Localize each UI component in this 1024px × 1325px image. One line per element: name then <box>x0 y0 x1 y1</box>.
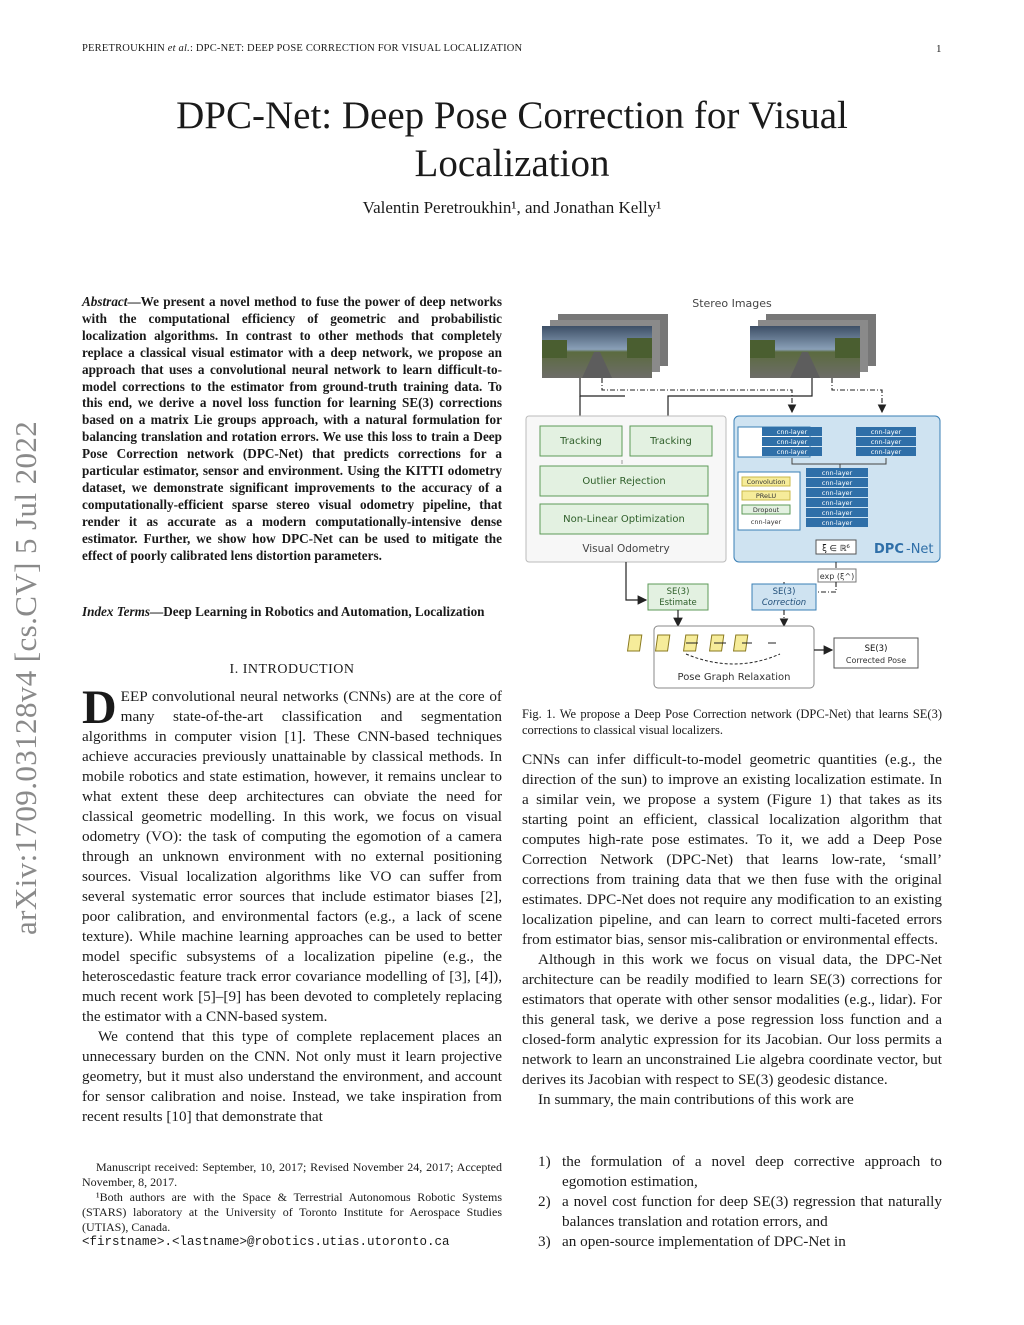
contributions-list <box>522 1152 942 1252</box>
stereo-images-label: Stereo Images <box>692 297 772 310</box>
se3-correction-top: SE(3) <box>772 587 796 597</box>
cnn-stack-left <box>738 427 822 457</box>
list-item: 1) the formulation of a novel deep corrective approach to egomotion estimation, <box>538 1153 942 1190</box>
cnn-stack-right <box>856 427 916 456</box>
right-paragraph-2: Although in this work we focus on visual data, the DPC-Net architecture can be readily modified to learn SE(3) corrections for estimators that operate with other sensor modalities (e.g., lidar). For this general task, we derive a pose regression loss function and a closed-form analytic expression for its Jacobian. Our loss permits a network to learn an unconstrained Lie algebra coordinate vector, but derives its Jacobian with respect to SE(3) geodesic distance. <box>522 951 942 1088</box>
nonlinear-opt-label: Non-Linear Optimization <box>563 514 685 525</box>
legend-prelu: PReLU <box>755 492 777 500</box>
footnote-received: Manuscript received: September, 10, 2017; Revised November 24, 2017; Accepted November, 8, 2017. <box>82 1160 502 1189</box>
layer-legend <box>738 472 800 530</box>
running-head: PERETROUKHIN et al.: DPC-NET: DEEP POSE CORRECTION FOR VISUAL LOCALIZATION <box>82 43 523 54</box>
index-terms-label: Index Terms <box>82 604 151 619</box>
footnote-email: <firstname>.<lastname>@robotics.utias.utoronto.ca <box>82 1235 450 1249</box>
index-terms <box>82 604 502 621</box>
se3-corrected-top: SE(3) <box>864 644 888 654</box>
se3-estimate-top: SE(3) <box>666 587 690 597</box>
pose-graph-label: Pose Graph Relaxation <box>677 672 791 683</box>
legend-cnn-layer: cnn-layer <box>750 518 782 526</box>
right-column-body <box>522 750 942 1110</box>
cnn-layer-label: cnn-layer <box>821 489 853 497</box>
se3-estimate-bottom: Estimate <box>659 598 697 608</box>
introduction-body <box>82 681 502 1127</box>
cnn-layer-label: cnn-layer <box>870 428 902 436</box>
exp-label: exp (ξ^) <box>819 572 855 581</box>
footnote-affiliation: ¹Both authors are with the Space & Terrestrial Autonomous Robotic Systems (STARS) laboratory at the University of Toronto Institute for Aerospace Studies (UTIAS), Canada. <box>82 1190 502 1234</box>
cnn-layer-label: cnn-layer <box>776 428 808 436</box>
outlier-rejection-label: Outlier Rejection <box>582 476 666 487</box>
intro-paragraph-2: We contend that this type of complete replacement places an unnecessary burden on the CNN. Not only must it learn projective geometry, but it must also understand the environment, and account for sensor calibration and noise. Instead, we take inspiration from recent results [10] that demonstrate that <box>82 1028 502 1125</box>
dropcap: D <box>82 681 117 734</box>
right-paragraph-1: CNNs can infer difficult-to-model geometric quantities (e.g., the direction of the sun) to improve an existing localization estimate. In a similar vein, we propose a system (Figure 1) that takes as its starting point an efficient, classical localization algorithm that computes high-rate pose estimates. To it, we add a Deep Pose Correction Network (DPC-Net) that learns low-rate, ‘small’ corrections from training data that we then fuse with the original estimates. DPC-Net does not require any modification to an existing localization pipeline, and can learn to correct multi-faceted errors from estimator bias, sensor mis-calibration or environmental effects. <box>522 751 942 948</box>
legend-dropout: Dropout <box>752 506 780 514</box>
abstract-text: —We present a novel method to fuse the power of deep networks with the computational efficiency of geometric and probabilistic localization algorithms. In contrast to other methods that completely replace a classical visual estimator with a deep network, we propose an approach that uses a convolutional neural network to learn difficult-to-model corrections to the estimator from ground-truth training data. To this end, we derive a novel loss function for learning SE(3) corrections based on a matrix Lie groups approach, with a natural formulation for balancing translation and rotation errors. We use this loss to train a Deep Pose Correction network (DPC-Net) that predicts corrections for a particular estimator, sensor and environment. Using the KITTI odometry dataset, we demonstrate significant improvements to the accuracy of a computationally-efficient sparse stereo visual odometry pipeline, that render it as accurate as a modern computationally-intensive dense estimator. Further, we show how DPC-Net can be used to mitigate the effect of poorly calibrated lens distortion parameters. <box>82 294 502 563</box>
title-line-1: DPC-Net: Deep Pose Correction for Visual <box>176 94 848 137</box>
cnn-layer-label: cnn-layer <box>870 438 902 446</box>
footnote <box>82 1160 502 1250</box>
list-item: 2) a novel cost function for deep SE(3) regression that naturally balances translation and rotation errors, and <box>538 1193 942 1230</box>
cnn-layer-label: cnn-layer <box>821 519 853 527</box>
intro-paragraph-1: DEEP convolutional neural networks (CNNs) are at the core of many state-of-the-art classification and segmentation algorithms in computer vision [1]. These CNN-based techniques achieve accuracies previously unattainable by classical methods. In mobile robotics and state estimation, however, it remains unclear to what extent these deep architectures can obviate the need for classical geometric modelling. In this work, we focus on visual odometry (VO): the task of computing the egomotion of a camera through an unknown environment with no external positioning sources. Visual localization algorithms like VO can suffer from several systematic error sources that include estimator biases [2], poor calibration, and environmental factors (e.g., a lack of scene texture). While machine learning approaches can be used to better model specific subsystems of a localization pipeline (e.g., the heteroscedastic feature track error covariance modelling of [3], [4]), much recent work [5]–[9] has been devoted to completely replacing the estimator with a CNN-based system. <box>82 681 502 1025</box>
paper-title <box>100 92 924 188</box>
abstract-label: Abstract <box>82 294 128 309</box>
index-terms-text: —Deep Learning in Robotics and Automation, Localization <box>150 604 485 619</box>
cnn-layer-label: cnn-layer <box>821 509 853 517</box>
tracking-left-label: Tracking <box>560 436 602 447</box>
abstract <box>82 294 502 565</box>
cnn-layer-label: cnn-layer <box>776 438 808 446</box>
cnn-layer-label: cnn-layer <box>870 448 902 456</box>
page-number: 1 <box>936 43 942 55</box>
legend-convolution: Convolution <box>746 478 786 486</box>
list-item: 3) an open-source implementation of DPC-Net in <box>538 1233 846 1250</box>
cnn-layer-label: cnn-layer <box>821 469 853 477</box>
cnn-layer-label: cnn-layer <box>821 479 853 487</box>
authors: Valentin Peretroukhin¹, and Jonathan Kelly¹ <box>362 198 662 217</box>
arxiv-stamp: arXiv:1709.03128v4 [cs.CV] 5 Jul 2022 <box>8 420 43 935</box>
cnn-layer-label: cnn-layer <box>776 448 808 456</box>
figure-caption: Fig. 1. We propose a Deep Pose Correction network (DPC-Net) that learns SE(3) corrections to classical visual localizers. <box>522 707 942 737</box>
xi-vector-label: ξ ∈ ℝ⁶ <box>822 544 850 554</box>
title-line-2: Localization <box>414 142 610 185</box>
cnn-layer-label: cnn-layer <box>821 499 853 507</box>
visual-odometry-label: Visual Odometry <box>582 543 670 555</box>
se3-corrected-bottom: Corrected Pose <box>845 656 907 665</box>
dpc-net-label-rest: -Net <box>906 542 934 557</box>
se3-correction-bottom: Correction <box>761 598 807 608</box>
stereo-image-right <box>750 314 876 378</box>
section-heading: I. INTRODUCTION <box>229 662 355 677</box>
figure-1-diagram <box>522 292 950 692</box>
right-paragraph-3: In summary, the main contributions of this work are <box>538 1091 854 1108</box>
stereo-image-left <box>542 314 668 378</box>
tracking-right-label: Tracking <box>650 436 692 447</box>
dpc-net-label-bold: DPC <box>874 542 904 557</box>
